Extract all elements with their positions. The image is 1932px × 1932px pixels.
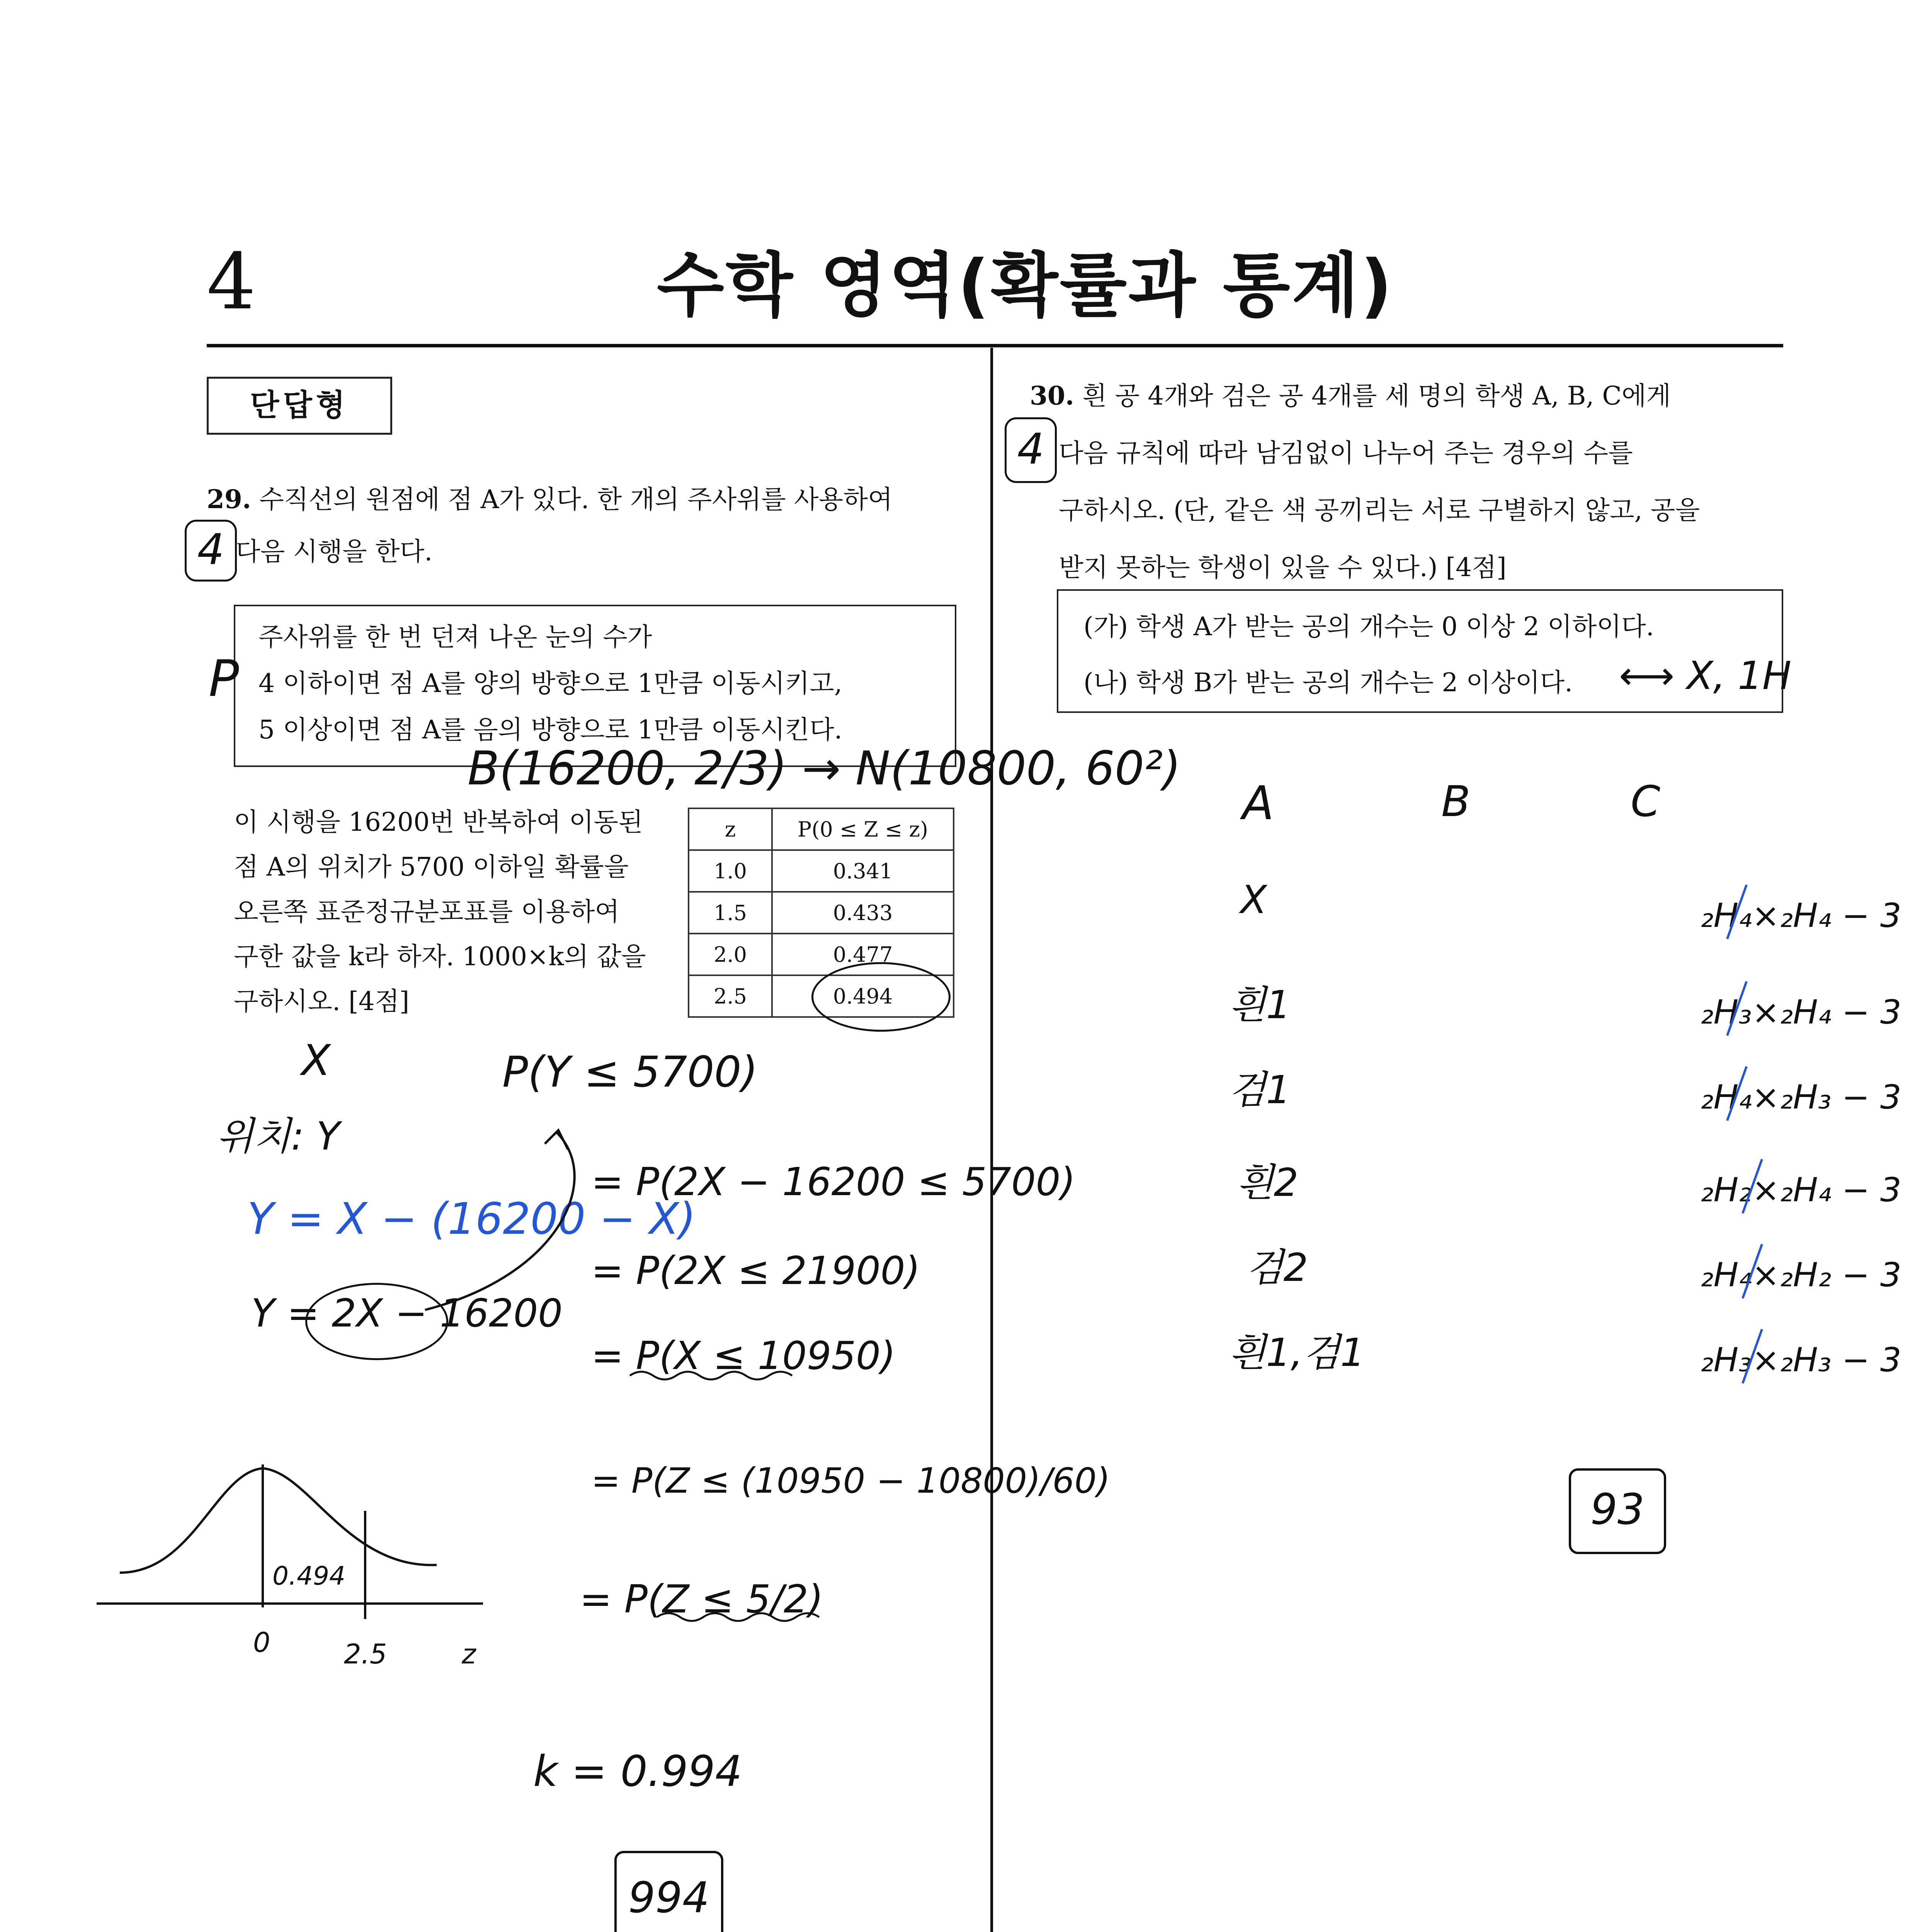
step-3: = P(X ≤ 10950) [591,1333,896,1378]
wavy-underline [657,1613,819,1621]
body-line: 구한 값을 k라 하자. 1000×k의 값을 [234,942,646,971]
step-5: = P(Z ≤ 5/2) [580,1577,823,1622]
page-number: 4 [207,237,256,327]
condition-line: (나) 학생 B가 받는 공의 개수는 2 이상이다. [1083,668,1573,697]
body-line: 이 시행을 16200번 반복하여 이동된 [234,807,643,837]
wavy-underline [630,1372,792,1379]
col-c: C [1631,777,1660,826]
k-value: k = 0.994 [533,1747,742,1796]
q30-line: 다음 규칙에 따라 남김없이 나누어 주는 경우의 수를 [1059,438,1633,468]
p-mark: P [209,649,239,708]
q30-note: ⟷ X, 1H [1619,653,1792,698]
section-label: 단답형 [207,377,392,435]
case-1-count: ₂H₃×₂H₄ − 3 [1700,993,1901,1032]
y-equation: Y = 2X − 16200 [251,1291,563,1336]
q29-circled-4: 4 [185,520,237,582]
x-label: X [301,1036,331,1085]
table-cell: 1.5 [689,892,772,934]
table-cell: 0.341 [772,850,954,892]
blue-strike-marks [1681,869,1797,1410]
q30-line: 받지 못하는 학생이 있을 수 있다.) [4점] [1059,553,1507,582]
q29-number: 29. [207,484,251,514]
q29-line1: 29. 수직선의 원점에 점 A가 있다. 한 개의 주사위를 사용하여 [207,484,893,514]
answer-29: 994 [614,1851,723,1932]
case-2-label: 검1 [1229,1067,1291,1112]
case-4-label: 검2 [1246,1245,1308,1290]
q29-sketch [0,0,989,1700]
blue-equation: Y = X − (16200 − X) [247,1194,696,1244]
arrow-head [545,1130,568,1150]
step-1: = P(2X − 16200 ≤ 5700) [591,1159,1076,1204]
body-line: 구하시오. [4점] [234,986,410,1016]
step-2: = P(2X ≤ 21900) [591,1248,920,1293]
graph-area-label: 0.494 [272,1561,345,1591]
case-5-count: ₂H₃×₂H₃ − 3 [1700,1341,1901,1379]
case-2-count: ₂H₄×₂H₃ − 3 [1700,1078,1901,1117]
column-divider [990,348,993,1932]
graph-tick-25: 2.5 [344,1638,387,1670]
q30-number: 30. [1030,381,1074,411]
table-header: P(0 ≤ Z ≤ z) [772,808,954,850]
graph-tick-0: 0 [253,1627,270,1658]
table-cell: 0.477 [772,934,954,975]
col-a: A [1242,777,1274,830]
table-header: z [689,808,772,850]
case-1-label: 흰1 [1229,982,1291,1027]
col-b: B [1441,777,1471,826]
case-3-label: 흰2 [1236,1160,1299,1205]
table-cell: 0.433 [772,892,954,934]
step-4: = P(Z ≤ (10950 − 10800)/60) [591,1461,1111,1501]
rule-line: 주사위를 한 번 던져 나온 눈의 수가 [259,622,652,652]
rule-line: 4 이하이면 점 A를 양의 방향으로 1만큼 이동시키고, [259,668,842,698]
case-5-label: 흰1,검1 [1229,1330,1365,1375]
q29-line2: 다음 시행을 한다. [236,537,433,566]
body-line: 점 A의 위치가 5700 이하일 확률을 [234,852,629,882]
table-cell: 2.5 [689,975,772,1017]
case-3-count: ₂H₂×₂H₄ − 3 [1700,1171,1901,1209]
normal-curve [120,1468,437,1573]
condition-line: (가) 학생 A가 받는 공의 개수는 0 이상 2 이하이다. [1083,612,1654,641]
rule-line: 5 이상이면 점 A를 음의 방향으로 1만큼 이동시킨다. [259,715,842,745]
position-label: 위치: Y [216,1114,340,1159]
table-cell: 2.0 [689,934,772,975]
q30-text [1030,367,1700,596]
page-title: 수학 영역(확률과 통계) [657,245,1394,326]
graph-tick-z: z [462,1638,476,1670]
case-0-label: X [1240,877,1267,922]
q30-line: 30. 흰 공 4개와 검은 공 4개를 세 명의 학생 A, B, C에게 [1030,381,1671,411]
arrow-curve [425,1132,575,1310]
binomial-note: B(16200, 2/3) → N(10800, 60²) [468,742,1181,796]
table-cell: 1.0 [689,850,772,892]
q30-line: 구하시오. (단, 같은 색 공끼리는 서로 구별하지 않고, 공을 [1059,495,1700,525]
table-cell: 0.494 [772,975,954,1017]
body-line: 오른쪽 표준정규분포표를 이용하여 [234,897,620,927]
case-0-count: ₂H₄×₂H₄ − 3 [1700,896,1901,935]
step-0: P(Y ≤ 5700) [502,1047,758,1097]
answer-30: 93 [1569,1468,1666,1554]
q30-circled-4: 4 [1005,417,1057,483]
case-4-count: ₂H₄×₂H₂ − 3 [1700,1256,1901,1294]
